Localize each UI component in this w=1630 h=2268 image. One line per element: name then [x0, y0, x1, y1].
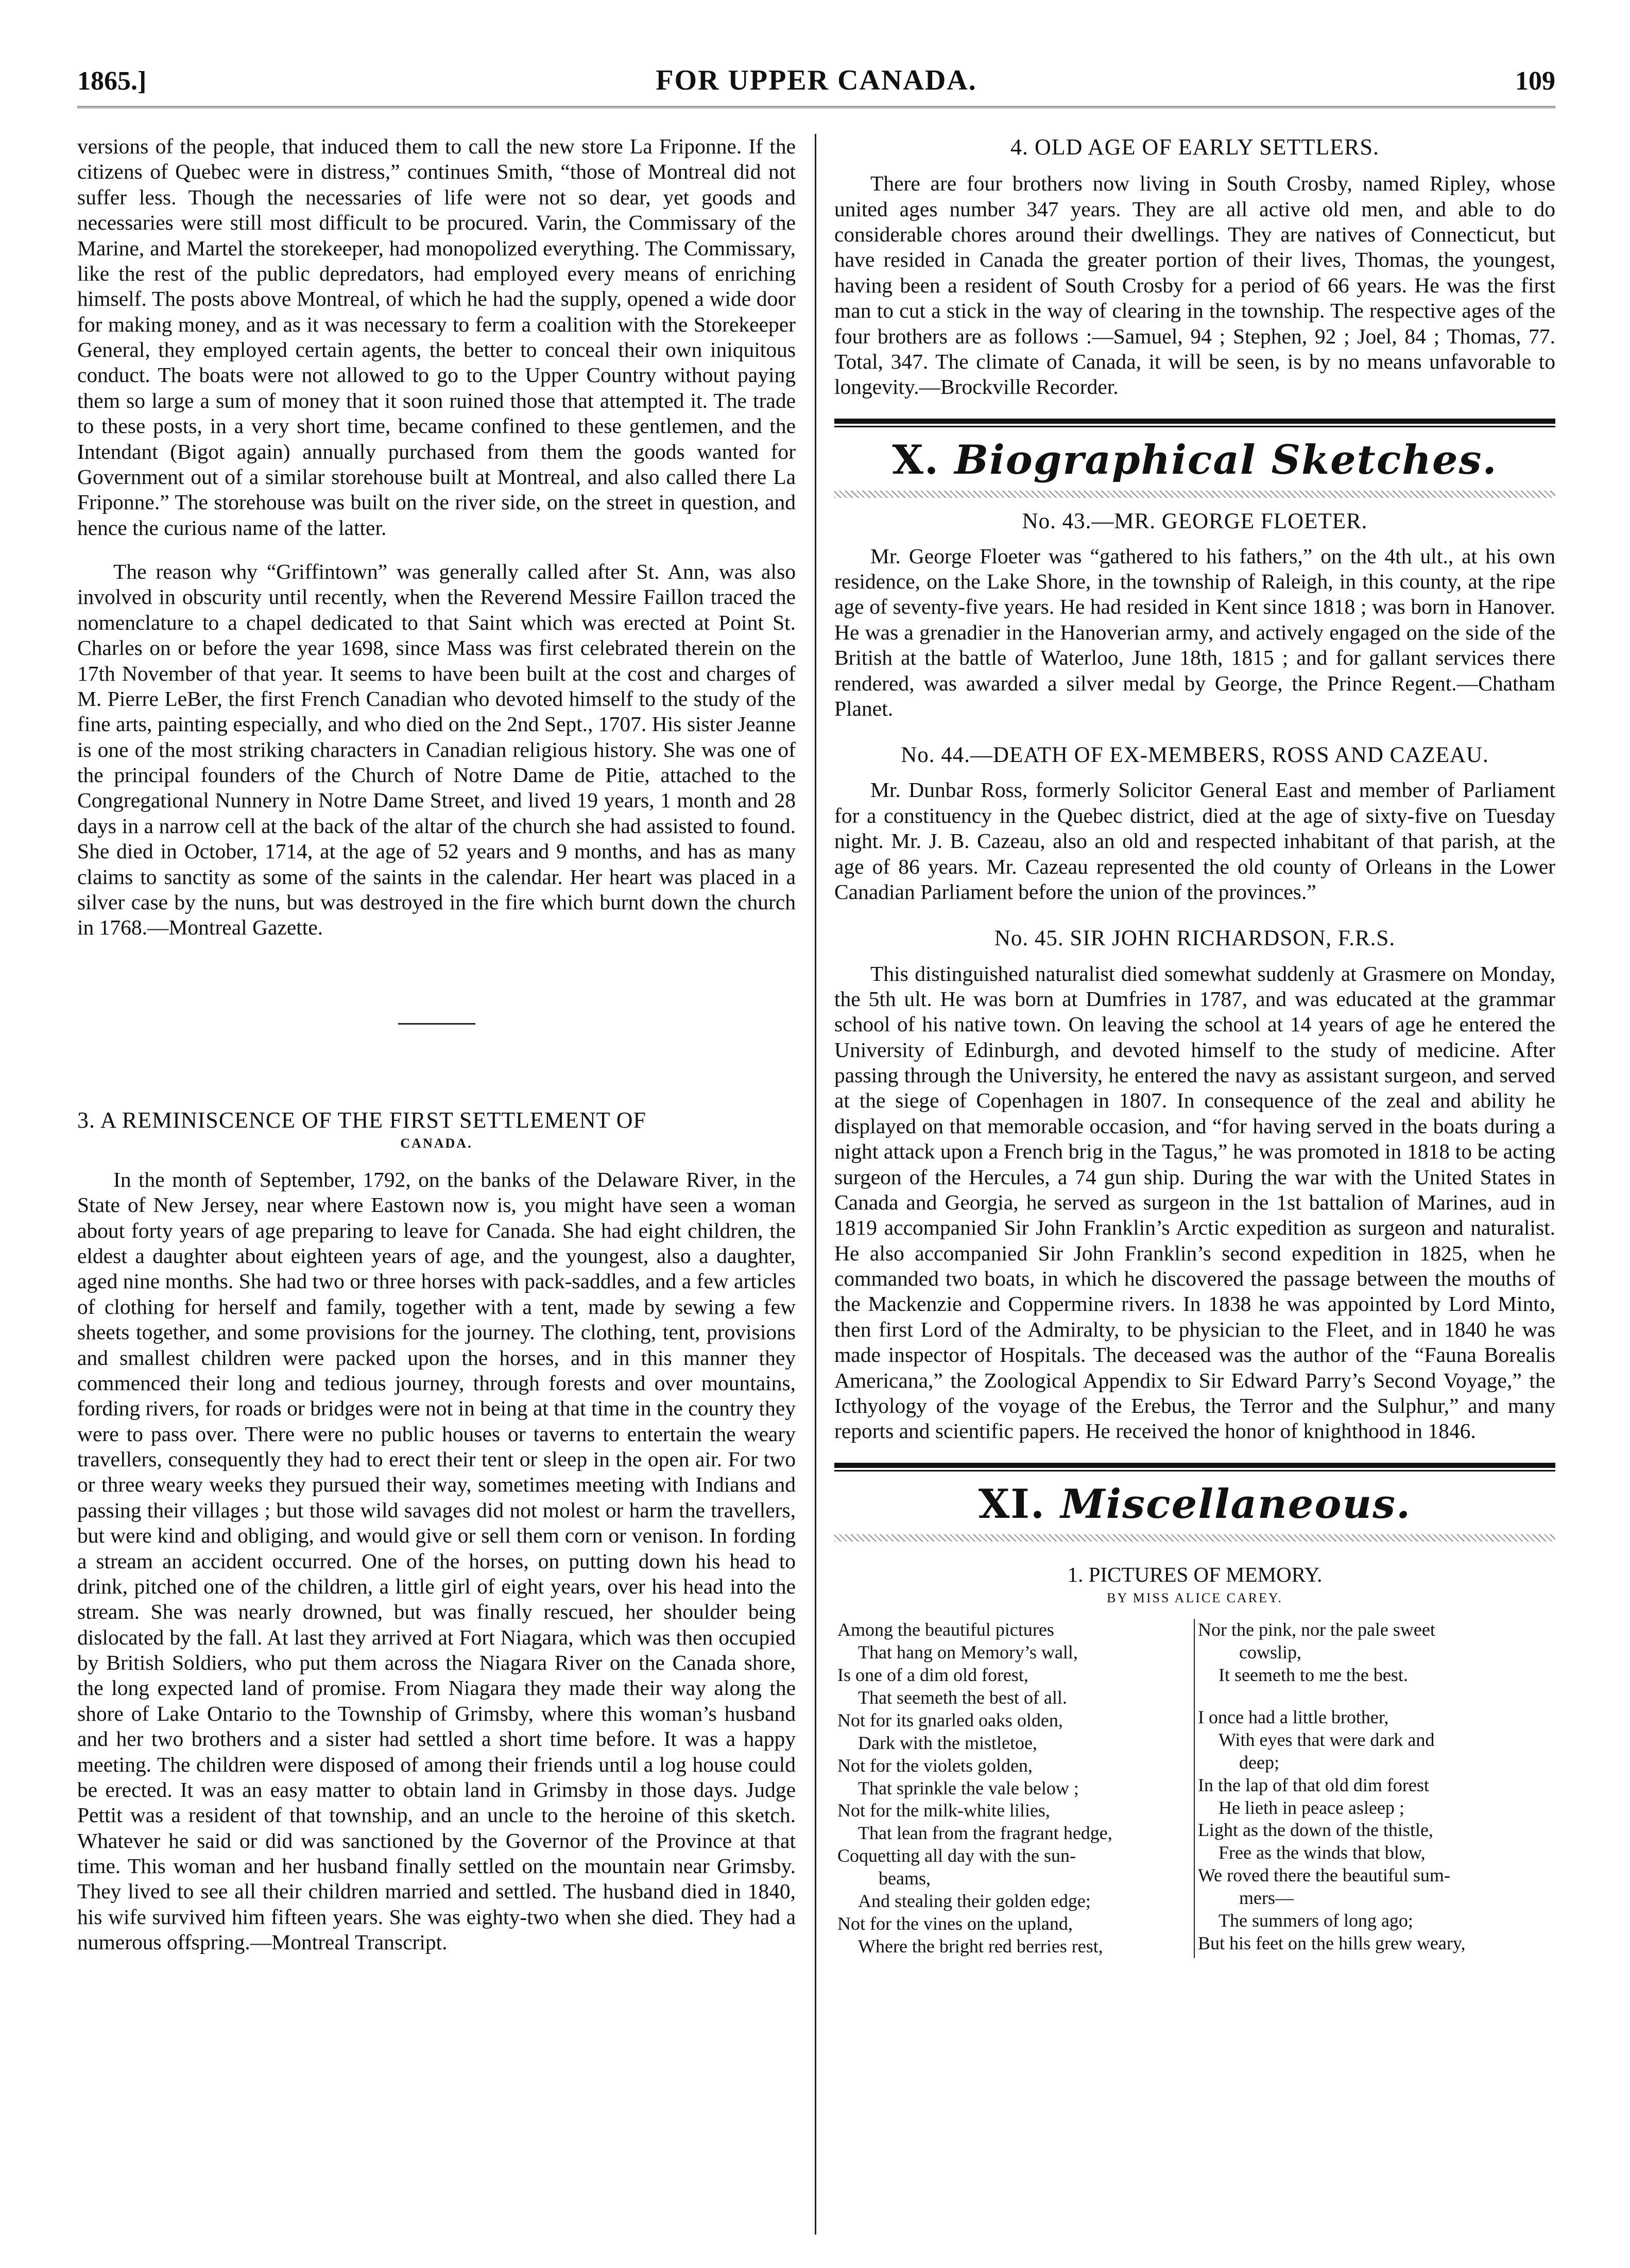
poem-line: Is one of a dim old forest, — [837, 1664, 1028, 1685]
header-title: FOR UPPER CANADA. — [656, 64, 977, 96]
poem-line: With eyes that were dark and — [1219, 1729, 1435, 1750]
column-divider — [815, 134, 816, 2235]
poem-line: Not for the milk-white lilies, — [837, 1800, 1050, 1821]
poem-line: Light as the down of the thistle, — [1198, 1820, 1433, 1841]
poem-line: We roved there the beautiful sum- — [1198, 1865, 1450, 1886]
chapter-rule — [834, 419, 1555, 427]
poem-line: That seemeth the best of all. — [858, 1687, 1067, 1708]
wavy-rule — [834, 491, 1555, 498]
poem-line: Not for the vines on the upland, — [837, 1913, 1073, 1934]
poem-line: Free as the winds that blow, — [1219, 1842, 1426, 1863]
poem-line: He lieth in peace asleep ; — [1219, 1797, 1404, 1818]
section-4-title: 4. OLD AGE OF EARLY SETTLERS. — [1010, 134, 1379, 160]
chapter-x-heading — [834, 437, 1555, 484]
poem-right-column — [1195, 1619, 1555, 1958]
section-3-title: 3. A REMINISCENCE OF THE FIRST SETTLEMENT OF — [77, 1107, 647, 1133]
item-43-text: Mr. George Floeter was “gathered to his fathers,” on the 4th ult., at his own residence, on the Lake Shore, in the township of Raleigh, in this county, at the ripe age of seventy-five years. He had resided in Kent since 1818 ; was born in Hanover. He was a grenadier in the Hanoverian army, and actively engaged on the side of the British at the battle of Waterloo, June 18th, 1815 ; and for gallant services there rendered, was awarded a silver medal by George, the Prince Regent.—Chatham Planet. — [834, 544, 1555, 720]
header-year: 1865.] — [77, 66, 147, 96]
poem-line: Dark with the mistletoe, — [858, 1732, 1037, 1753]
poem-line: mers— — [1239, 1888, 1294, 1909]
item-43-title: No. 43.—MR. GEORGE FLOETER. — [1022, 509, 1368, 533]
item-45-text: This distinguished naturalist died somewhat suddenly at Grasmere on Monday, the 5th ult. He was born at Dumfries in 1787, and was educated at the grammar school of his native town. On leaving the school at 14 years of age he entered the University of Edinburgh, and devoted himself to the study of medicine. After passing through the University, he entered the navy as assistant surgeon, and served at the siege of Copenhagen in 1807. In consequence of the zeal and ability he displayed on that memorable occasion, and “for having served in the boats during a night attack upon a French brig in the Tagus,” he was promoted in 1818 to be acting surgeon of the Hercules, a 74 gun ship. During the war with the United States in Canada and Georgia, he served as surgeon in the 1st battalion of Marines, aud in 1819 accompanied Sir John Franklin’s Arctic expedition as surgeon and naturalist. He also accompanied Sir John Franklin’s second expedition in 1825, when he commanded two boats, in which he discovered the passage between the mouths of the Mackenzie and Coppermine rivers. In 1838 he was appointed by Lord Minto, then first Lord of the Admiralty, to be physician to the Fleet, and in 1840 he was made inspector of Hospitals. The deceased was the author of the “Fauna Borealis Americana,” the Zoological Appendix to Sir Edward Parry’s Second Voyage,” the Icthyology of the voyage of the Erebus, the Terror and the Sulphur,” and many reports and scientific papers. He received the honor of knighthood in 1846. — [834, 961, 1555, 1443]
poem-line: Not for the violets golden, — [837, 1755, 1033, 1776]
poem-line: And stealing their golden edge; — [858, 1891, 1091, 1912]
poem-line: The summers of long ago; — [1219, 1910, 1413, 1931]
right-column — [834, 134, 1555, 1958]
header-rule — [77, 106, 1555, 108]
section-3-subtitle: CANADA. — [400, 1135, 473, 1151]
poem-line: beams, — [879, 1868, 931, 1889]
poem-line: cowslip, — [1239, 1642, 1301, 1663]
chapter-x-number: X. — [892, 436, 940, 483]
poem-line: It seemeth to me the best. — [1219, 1664, 1408, 1685]
poem-line: But his feet on the hills grew weary, — [1198, 1932, 1466, 1953]
la-friponne-paragraph: versions of the people, that induced them to call the new store La Friponne. If the citizens of Quebec were in distress,” continues Smith, “those of Montreal did not suffer less. Though the necessaries of life were not so dear, yet goods and necessaries were still most difficult to be procured. Varin, the Commissary of the Marine, and Martel the storekeeper, had monopolized everything. The Commissary, like the rest of the public depredators, had employed every means of enriching himself. The posts above Montreal, of which he had the supply, opened a wide door for making money, and as it was necessary to ferm a coalition with the Storekeeper General, they employed certain agents, the better to conceal their own iniquitous conduct. The boats were not allowed to go to the Upper Country without paying them so large a sum of money that it soon ruined those that attempted it. The trade to these posts, in a very short time, became confined to these gentlemen, and the Intendant (Bigot again) annually purchased from them the goods wanted for Government out of a similar storehouse built at Montreal, and also called there La Friponne.” The storehouse was built on the river side, on the street in question, and hence the curious name of the latter. — [77, 134, 796, 540]
chapter-x-title: Biographical Sketches. — [954, 436, 1498, 483]
poem-line: In the lap of that old dim forest — [1198, 1774, 1429, 1795]
poem-line: deep; — [1239, 1752, 1279, 1773]
item-44-title: No. 44.—DEATH OF EX-MEMBERS, ROSS AND CAZEAU. — [901, 743, 1489, 768]
newspaper-page — [77, 57, 1555, 2229]
running-header — [77, 57, 1555, 103]
poem-line: That lean from the fragrant hedge, — [858, 1823, 1112, 1844]
poem — [834, 1619, 1555, 1958]
chapter-rule — [834, 1463, 1555, 1471]
chapter-xi-title: Miscellaneous. — [1060, 1480, 1412, 1528]
poem-line: That sprinkle the vale below ; — [858, 1777, 1079, 1798]
item-44-text: Mr. Dunbar Ross, formerly Solicitor General East and member of Parliament for a constituency in the Quebec district, died at the age of sixty-five on Tuesday night. Mr. J. B. Cazeau, also an old and respected inhabitant of that parish, at the age of 86 years. Mr. Cazeau represented the old county of Orleans in the Lower Canadian Parliament before the union of the provinces.” — [834, 778, 1555, 904]
section-separator — [398, 1023, 475, 1025]
poem-line: Among the beautiful pictures — [837, 1619, 1054, 1640]
poem-title: 1. PICTURES OF MEMORY. — [1067, 1563, 1323, 1587]
poem-stanza-break — [1198, 1687, 1552, 1706]
chapter-xi-heading — [834, 1481, 1555, 1529]
poem-line: Not for its gnarled oaks olden, — [837, 1709, 1063, 1730]
old-age-paragraph: There are four brothers now living in South Crosby, named Ripley, whose united ages number 347 years. They are all active old men, and able to do considerable chores around their dwellings. They are natives of Connecticut, but have resided in Canada the greater portion of their lives, Thomas, the youngest, having been a resident of South Crosby for a period of 66 years. He was the first man to cut a stick in the way of clearing in the township. The respective ages of the four brothers are as follows :—Samuel, 94 ; Stephen, 92 ; Joel, 84 ; Thomas, 77. Total, 347. The climate of Canada, it will be seen, is by no means unfavorable to longevity.—Brockville Recorder. — [834, 171, 1555, 399]
poem-line: I once had a little brother, — [1198, 1706, 1389, 1727]
poem-line: Where the bright red berries rest, — [858, 1935, 1103, 1957]
left-column — [77, 134, 796, 1955]
poem-left-column — [834, 1619, 1195, 1958]
item-45-title: No. 45. SIR JOHN RICHARDSON, F.R.S. — [994, 926, 1396, 951]
chapter-xi-number: XI. — [978, 1480, 1046, 1528]
poem-line: Coquetting all day with the sun- — [837, 1845, 1076, 1866]
wavy-rule — [834, 1534, 1555, 1542]
griffintown-paragraph: The reason why “Griffintown” was generally called after St. Ann, was also involved in obscurity until recently, when the Reverend Messire Faillon traced the nomenclature to a chapel dedicated to that Saint which was erected at Point St. Charles on or before the year 1698, since Mass was first celebrated therein on the 17th November of that year. It seems to have been built at the cost and charges of M. Pierre LeBer, the first French Canadian who devoted himself to the study of the fine arts, painting especially, and who died on the 2nd Sept., 1707. His sister Jeanne is one of the most striking characters in Canadian religious history. She was one of the principal founders of the Church of Notre Dame de Pitie, attached to the Congregational Nunnery in Notre Dame Street, and lived 19 years, 1 month and 28 days in a narrow cell at the back of the altar of the church she had assisted to found. She died in October, 1714, at the age of 52 years and 9 months, and has as many claims to sanctity as some of the saints in the calendar. Her heart was placed in a silver case by the nuns, but was destroyed in the fire which burnt down the church in 1768.—Montreal Gazette. — [77, 560, 796, 940]
reminiscence-paragraph: In the month of September, 1792, on the banks of the Delaware River, in the State of New Jersey, near where Eastown now is, you might have seen a woman about forty years of age preparing to leave for Canada. She had eight children, the eldest a daughter about eighteen years of age, and the youngest, also a daughter, aged nine months. She had two or three horses with pack-saddles, and a few articles of clothing for herself and family, together with a tent, made by sewing a few sheets together, and some provisions for the journey. The clothing, tent, provisions and smallest children were packed upon the horses, and in this manner they commenced their long and tedious journey, through forests and over mountains, fording rivers, for roads or bridges were not in being at that time in the country they were to pass over. There were no public houses or taverns to entertain the weary travellers, consequently they had to erect their tent or sleep in the open air. For two or three weary weeks they pursued their way, sometimes meeting with Indians and passing their villages ; but those wild savages did not molest or harm the travellers, but were kind and obliging, and would give or sell them corn or venison. In fording a stream an accident occurred. One of the horses, on putting down his head to drink, pitched one of the children, a little girl of eight years, over his head into the stream. She was nearly drowned, but was finally rescued, her shoulder being dislocated by the fall. At last they arrived at Fort Niagara, which was then occupied by British Soldiers, who put them across the Niagara River on the Canada shore, the long expected land of promise. From Niagara they made their way along the shore of Lake Ontario to the Township of Grimsby, where this woman’s husband and her two brothers and a sister had settled a short time before. It was a happy meeting. The children were disposed of among their friends until a log house could be erected. It was an easy matter to obtain land in Grimsby in those days. Judge Pettit was a resident of that township, and an uncle to the heroine of this sketch. Whatever he said or did was sanctioned by the Governor of the Province at that time. This woman and her husband finally settled on the mountain near Grimsby. They lived to see all their children married and settled. The husband died in 1840, his wife survived him fifteen years. She was eighty-two when she died. They had a numerous offspring.—Montreal Transcript. — [77, 1167, 796, 1954]
poem-author: BY MISS ALICE CAREY. — [1107, 1590, 1283, 1606]
poem-line: Nor the pink, nor the pale sweet — [1198, 1619, 1435, 1640]
page-number: 109 — [1515, 66, 1555, 96]
poem-line: That hang on Memory’s wall, — [858, 1642, 1078, 1663]
